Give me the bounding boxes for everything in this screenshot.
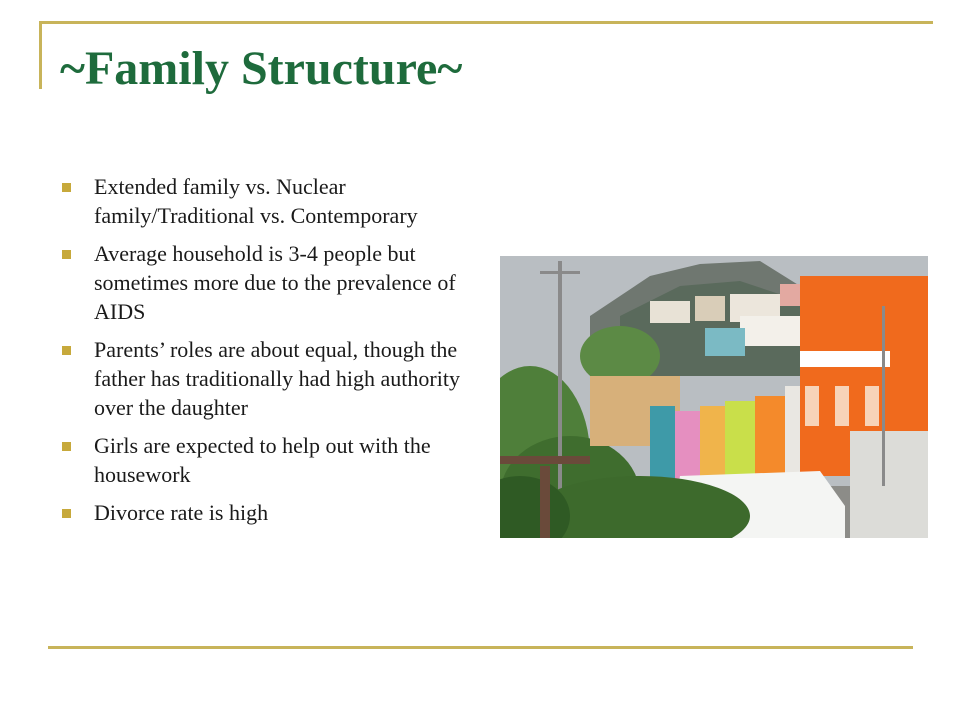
bullet-item	[60, 498, 460, 527]
bullet-item	[60, 335, 460, 422]
bottom-decorative-line	[48, 646, 913, 649]
slide-title: ~Family Structure~	[60, 42, 463, 95]
top-decorative-line	[39, 21, 933, 24]
bullet-text: Girls are expected to help out with the housework	[94, 433, 431, 487]
bullet-text: Parents’ roles are about equal, though the father has traditionally had high authority over the daughter	[94, 337, 460, 420]
left-decorative-line	[39, 21, 42, 89]
bullet-text: Divorce rate is high	[94, 500, 269, 525]
bullet-text: Average household is 3-4 people but sometimes more due to the prevalence of AIDS	[94, 241, 456, 324]
bullet-square-icon	[62, 250, 71, 259]
bullet-square-icon	[62, 509, 71, 518]
bullet-square-icon	[62, 183, 71, 192]
bullet-square-icon	[62, 346, 71, 355]
bullet-list	[60, 172, 460, 536]
bullet-item	[60, 172, 460, 230]
bullet-item	[60, 431, 460, 489]
bullet-text: Extended family vs. Nuclear family/Traditional vs. Contemporary	[94, 174, 418, 228]
colorful-houses-photo	[500, 256, 928, 538]
bullet-square-icon	[62, 442, 71, 451]
bullet-item	[60, 239, 460, 326]
